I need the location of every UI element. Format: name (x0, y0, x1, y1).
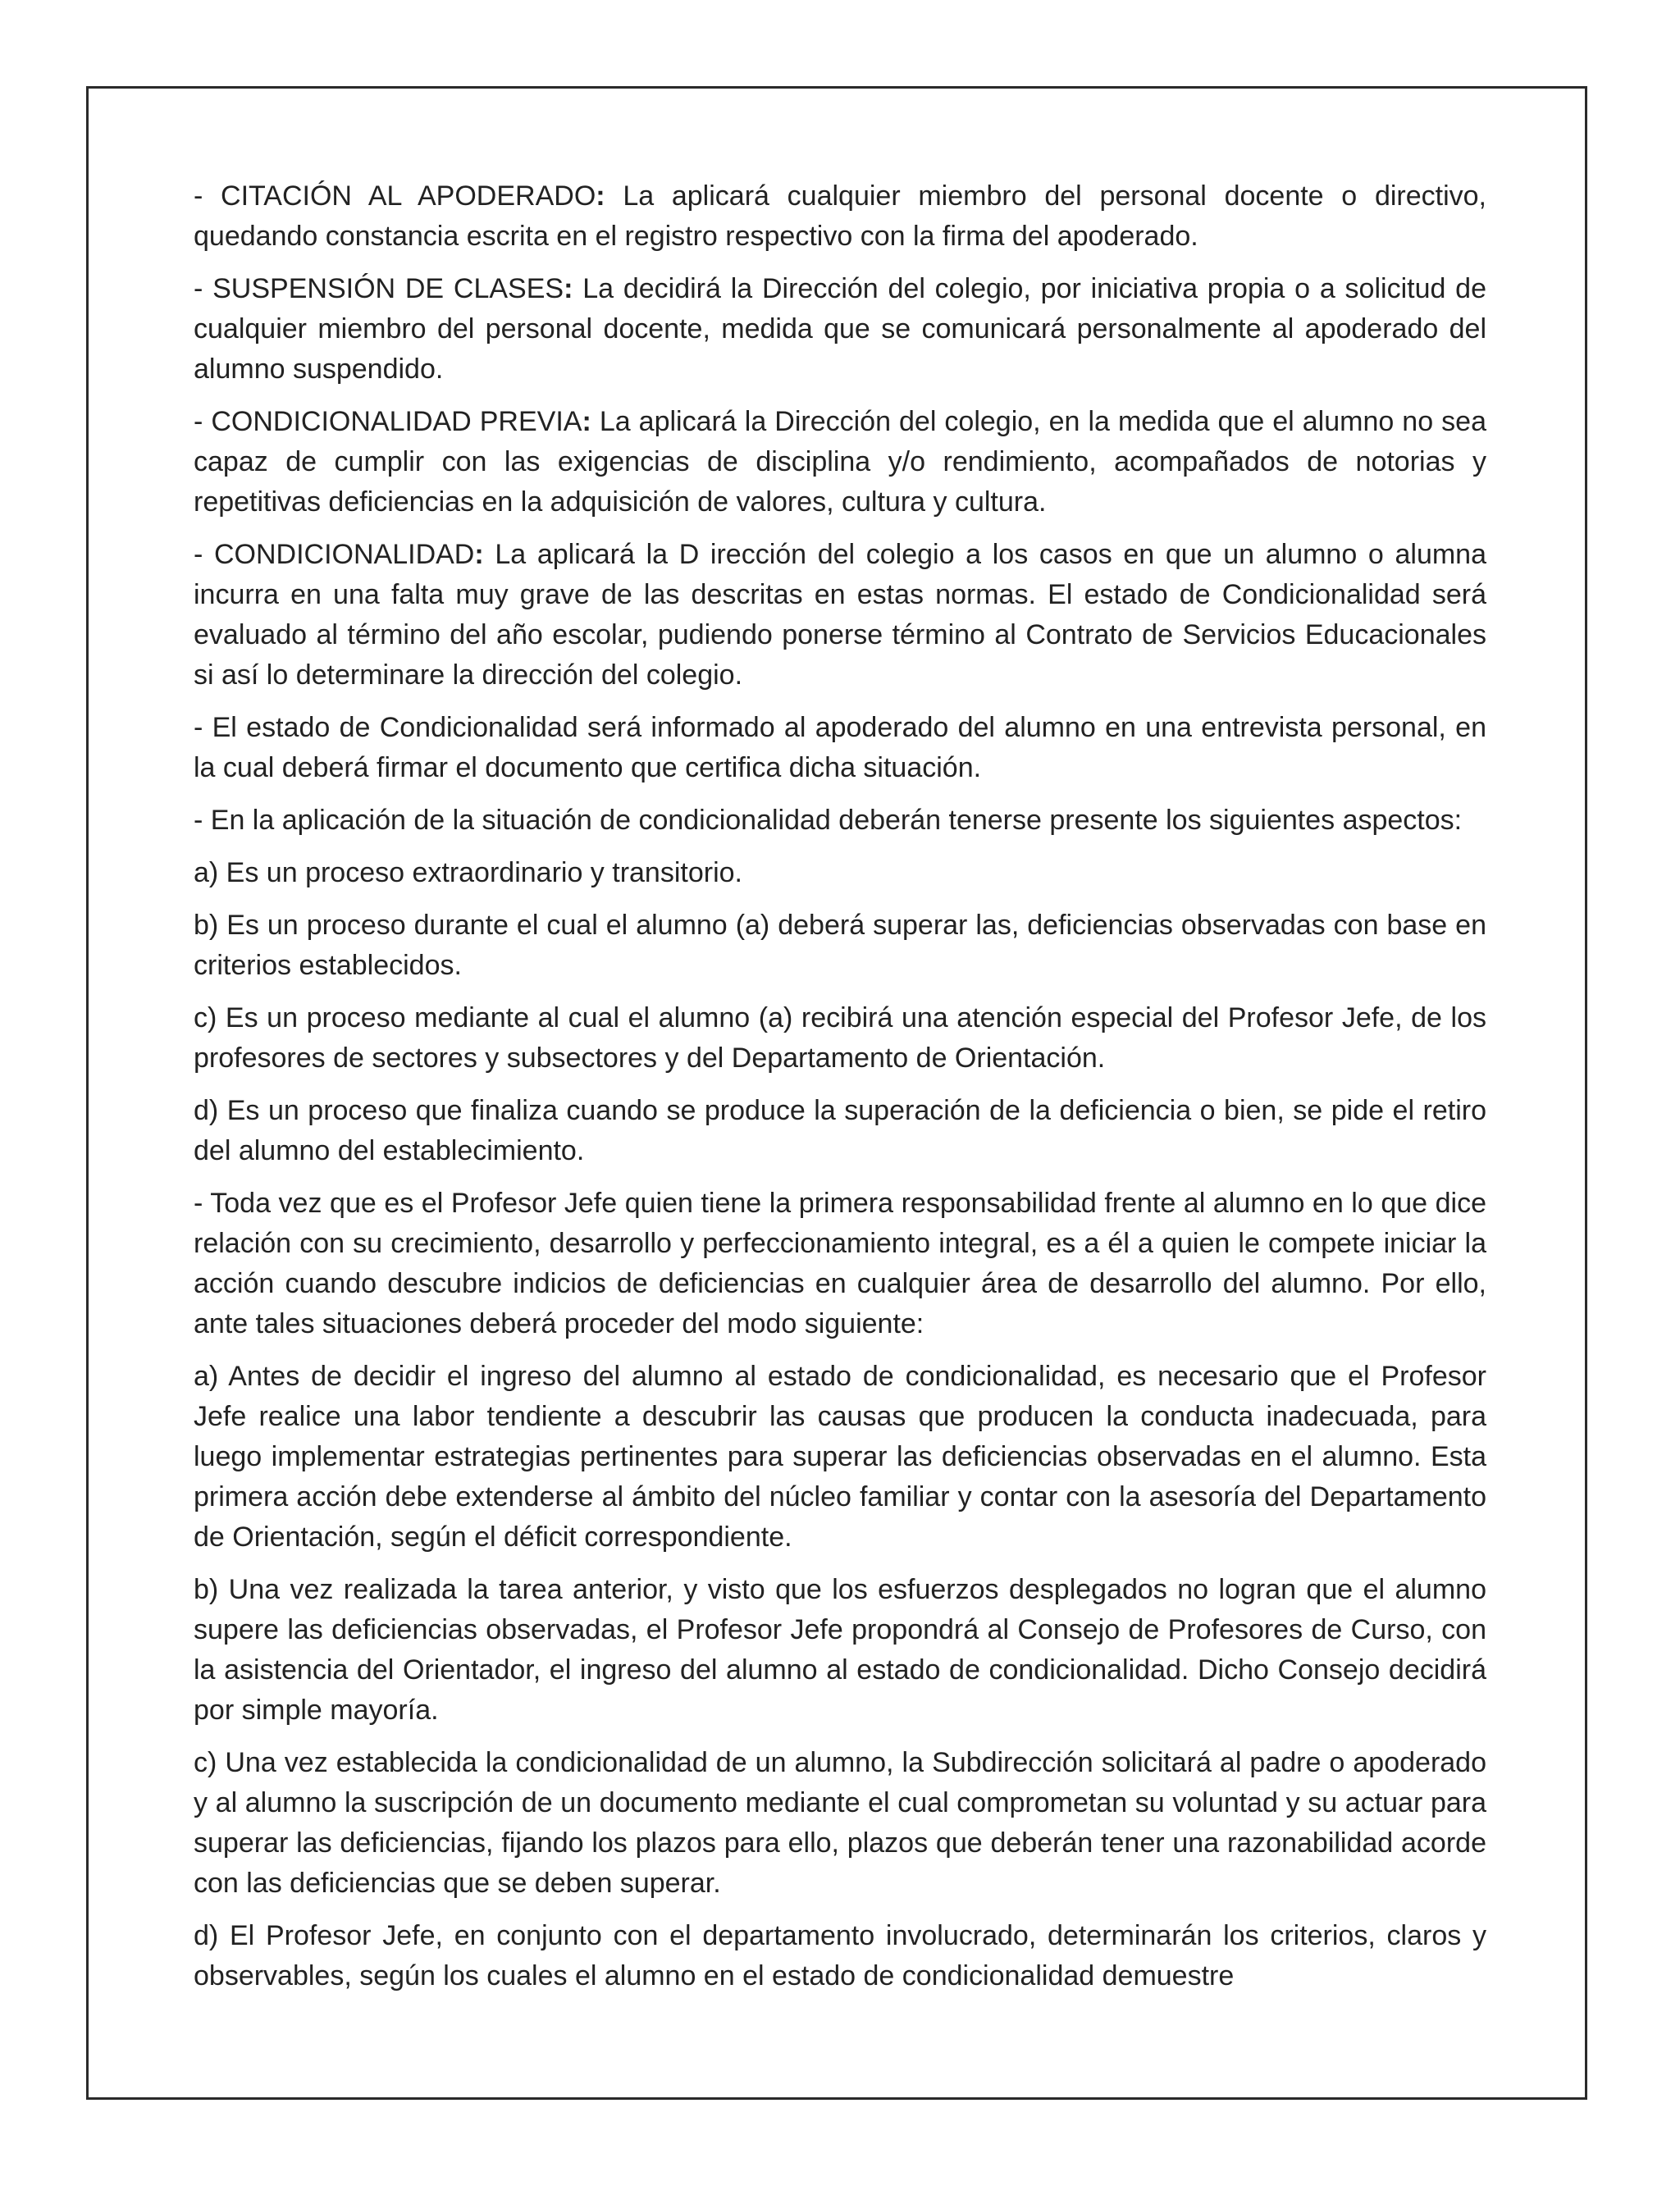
list-item-b-consejo-profesores: b) Una vez realizada la tarea anterior, y visto que los esfuerzos desplegados no logran que el alumno supere las deficiencias observadas, el Profesor Jefe propondrá al Consejo de Profesores de Curso, con la asistencia del Orientador, el ingreso del alumno al estado de condicionalidad. Dicho Consejo decidirá por simple mayoría. (194, 1574, 1486, 1726)
document-body (194, 176, 1486, 2009)
paragraph-label: - CONDICIONALIDAD (194, 539, 475, 570)
label-colon: : (564, 273, 573, 304)
list-item-a-proceso-extraordinario: a) Es un proceso extraordinario y transitorio. (194, 857, 742, 888)
paragraph-informe-condicionalidad: - El estado de Condicionalidad será informado al apoderado del alumno en una entrevista personal, en la cual deberá firmar el documento que certifica dicha situación. (194, 712, 1486, 783)
list-item-c-atencion-especial: c) Es un proceso mediante al cual el alumno (a) recibirá una atención especial del Profesor Jefe, de los profesores de sectores y subsectores y del Departamento de Orientación. (194, 1002, 1486, 1074)
list-item-d-criterios: d) El Profesor Jefe, en conjunto con el departamento involucrado, determinarán los criterios, claros y observables, según los cuales el alumno en el estado de condicionalidad demuestre (194, 1920, 1486, 1991)
paragraph-text: La aplicará cualquier miembro del personal docente o directivo, quedando constancia escrita en el registro respectivo con la firma del apoderado. (194, 180, 1486, 252)
paragraph-profesor-jefe: - Toda vez que es el Profesor Jefe quien tiene la primera responsabilidad frente al alumno en lo que dice relación con su crecimiento, desarrollo y perfeccionamiento integral, es a él a quien le compete iniciar la acción cuando descubre indicios de deficiencias en cualquier área de desarrollo del alumno. Por ello, ante tales situaciones deberá proceder del modo siguiente: (194, 1188, 1486, 1339)
list-item-d-finaliza-proceso: d) Es un proceso que finaliza cuando se produce la superación de la deficiencia o bien, se pide el retiro del alumno del establecimiento. (194, 1095, 1486, 1166)
paragraph-aplicacion-aspectos: - En la aplicación de la situación de condicionalidad deberán tenerse presente los siguientes aspectos: (194, 805, 1463, 836)
list-item-b-superar-deficiencias: b) Es un proceso durante el cual el alumno (a) deberá superar las, deficiencias observadas con base en criterios establecidos. (194, 910, 1486, 981)
paragraph-condicionalidad-previa (194, 402, 1486, 522)
label-colon: : (474, 539, 484, 570)
list-item-c-suscripcion-documento: c) Una vez establecida la condicionalidad de un alumno, la Subdirección solicitará al padre o apoderado y al alumno la suscripción de un documento mediante el cual comprometan su voluntad y su actuar para superar las deficiencias, fijando los plazos para ello, plazos que deberán tener una razonabilidad acorde con las deficiencias que se deben superar. (194, 1747, 1486, 1899)
list-item-a-antes-de-decidir: a) Antes de decidir el ingreso del alumno al estado de condicionalidad, es necesario que el Profesor Jefe realice una labor tendiente a descubrir las causas que producen la conducta inadecuada, para luego implementar estrategias pertinentes para superar las deficiencias observadas en el alumno. Esta primera acción debe extenderse al ámbito del núcleo familiar y contar con la asesoría del Departamento de Orientación, según el déficit correspondiente. (194, 1361, 1486, 1553)
label-colon: : (582, 406, 591, 437)
paragraph-text: La aplicará la D irección del colegio a los casos en que un alumno o alumna incurra en una falta muy grave de las descritas en estas normas. El estado de Condicionalidad será evaluado al término del año escolar, pudiendo ponerse término al Contrato de Servicios Educacionales si así lo determinare la dirección del colegio. (194, 539, 1486, 691)
paragraph-citacion-apoderado (194, 176, 1486, 257)
paragraph-label: - CONDICIONALIDAD PREVIA (194, 406, 582, 437)
label-colon: : (596, 180, 605, 212)
paragraph-condicionalidad (194, 535, 1486, 696)
paragraph-label: - SUSPENSIÓN DE CLASES (194, 273, 564, 304)
paragraph-suspension-clases (194, 269, 1486, 390)
paragraph-label: - CITACIÓN AL APODERADO (194, 180, 596, 212)
paragraph-text: La decidirá la Dirección del colegio, por iniciativa propia o a solicitud de cualquier miembro del personal docente, medida que se comunicará personalmente al apoderado del alumno suspendido. (194, 273, 1487, 385)
paragraph-text: La aplicará la Dirección del colegio, en la medida que el alumno no sea capaz de cumplir con las exigencias de disciplina y/o rendimiento, acompañados de notorias y repetitivas deficiencias en la adquisición de valores, cultura y cultura. (194, 406, 1486, 518)
